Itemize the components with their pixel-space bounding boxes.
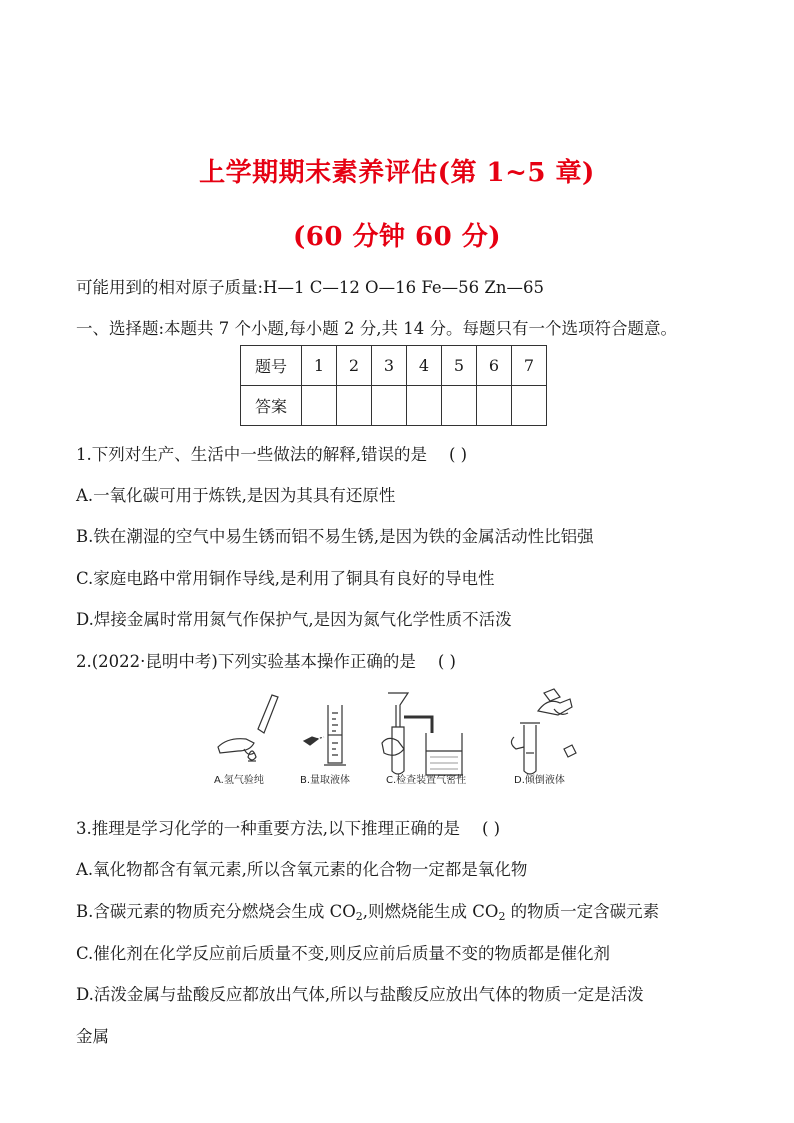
section-heading: 一、选择题:本题共 7 个小题,每小题 2 分,共 14 分。每题只有一个选项符合题意。	[76, 319, 678, 338]
answer-cell[interactable]	[372, 386, 407, 426]
figure-caption-c: C.检查装置气密性	[386, 775, 467, 786]
question-3-option-b	[76, 898, 659, 922]
question-3-option-d-continued: 金属	[76, 1027, 109, 1046]
option-text: B.含碳元素的物质充分燃烧会生成 CO	[76, 902, 356, 921]
answer-table-number: 7	[512, 346, 547, 386]
subscript: 2	[498, 910, 506, 923]
answer-blank: ( )	[482, 819, 501, 838]
question-1-option-b: B.铁在潮湿的空气中易生锈而铝不易生锈,是因为铁的金属活动性比铝强	[76, 527, 594, 546]
answer-cell[interactable]	[407, 386, 442, 426]
answer-cell[interactable]	[337, 386, 372, 426]
figure-caption-d: D.倾倒液体	[514, 775, 565, 786]
answer-table-answer-row	[241, 386, 547, 426]
hydrogen-test-illustration	[218, 695, 278, 761]
question-3-option-c: C.催化剂在化学反应前后质量不变,则反应前后质量不变的物质都是催化剂	[76, 944, 611, 963]
question-2-stem	[76, 648, 456, 672]
answer-table-number: 5	[442, 346, 477, 386]
answer-blank: ( )	[449, 445, 468, 464]
answer-table-number-row	[241, 346, 547, 386]
airtightness-check-illustration	[382, 693, 462, 775]
answer-cell[interactable]	[512, 386, 547, 426]
atomic-mass-note: 可能用到的相对原子质量:H—1 C—12 O—16 Fe—56 Zn—65	[76, 278, 544, 297]
figure-caption-b: B.量取液体	[300, 775, 351, 786]
answer-table-number: 1	[302, 346, 337, 386]
pouring-liquid-illustration	[511, 689, 576, 774]
graduated-cylinder-illustration	[304, 705, 346, 765]
question-1-option-d: D.焊接金属时常用氮气作保护气,是因为氮气化学性质不活泼	[76, 610, 512, 629]
question-3-option-a: A.氧化物都含有氧元素,所以含氧元素的化合物一定都是氧化物	[76, 860, 528, 879]
answer-cell[interactable]	[477, 386, 512, 426]
question-3-option-d: D.活泼金属与盐酸反应都放出气体,所以与盐酸反应放出气体的物质一定是活泼	[76, 985, 644, 1004]
answer-blank: ( )	[437, 652, 456, 671]
answer-cell[interactable]	[442, 386, 477, 426]
subscript: 2	[355, 910, 363, 923]
question-1-option-a: A.一氧化碳可用于炼铁,是因为其具有还原性	[76, 486, 396, 505]
lab-operations-figure	[208, 687, 588, 787]
option-text: 的物质一定含碳元素	[505, 902, 660, 921]
page-title: 上学期期末素养评估(第 1~5 章)	[199, 158, 595, 188]
option-text: ,则燃烧能生成 CO	[362, 902, 499, 921]
answer-table	[240, 345, 547, 426]
answer-table-number: 2	[337, 346, 372, 386]
question-stem-text: 3.推理是学习化学的一种重要方法,以下推理正确的是	[76, 819, 460, 838]
figure-caption-a: A.氢气验纯	[214, 775, 264, 786]
question-stem-text: 2.(2022·昆明中考)下列实验基本操作正确的是	[76, 652, 416, 671]
answer-table-number: 6	[477, 346, 512, 386]
question-3-stem	[76, 815, 500, 839]
page-subtitle: (60 分钟 60 分)	[292, 222, 502, 252]
question-stem-text: 1.下列对生产、生活中一些做法的解释,错误的是	[76, 445, 427, 464]
question-1-option-c: C.家庭电路中常用铜作导线,是利用了铜具有良好的导电性	[76, 569, 495, 588]
answer-cell[interactable]	[302, 386, 337, 426]
answer-table-number: 3	[372, 346, 407, 386]
answer-table-row1-label: 题号	[241, 346, 302, 386]
answer-table-row2-label: 答案	[241, 386, 302, 426]
answer-table-number: 4	[407, 346, 442, 386]
question-1-stem	[76, 441, 467, 465]
